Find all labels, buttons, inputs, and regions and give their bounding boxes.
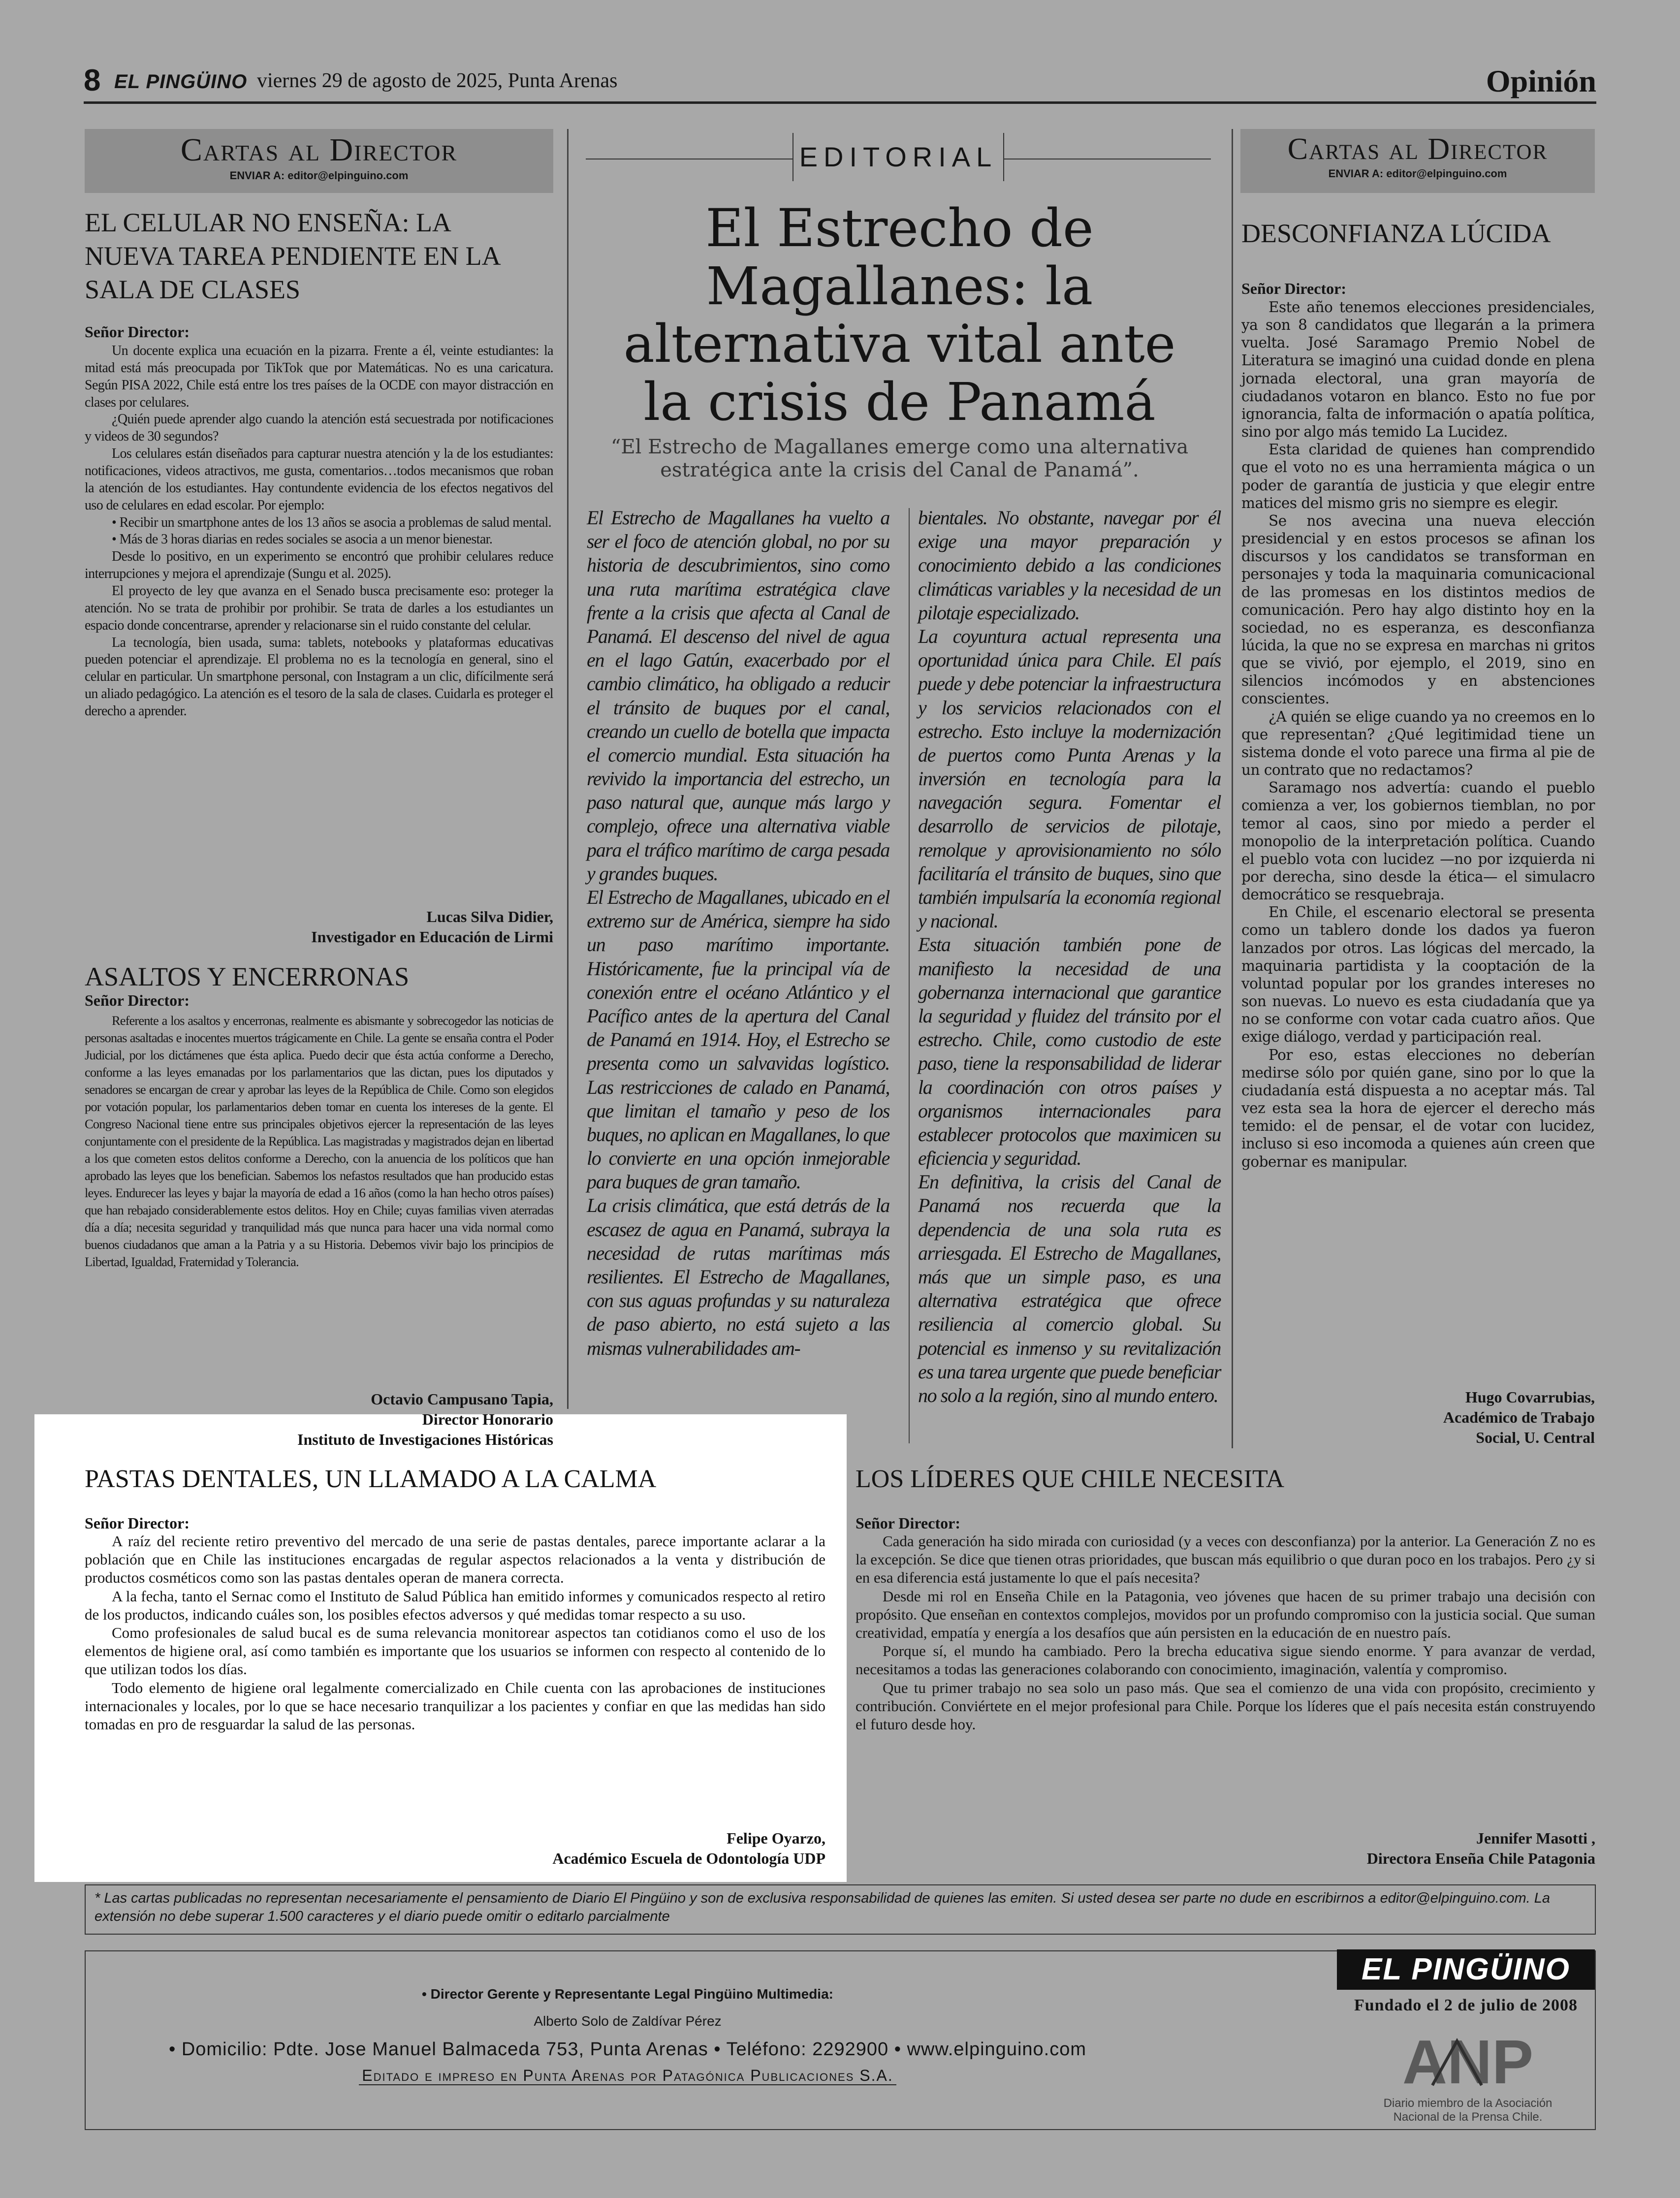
paragraph: A la fecha, tanto el Sernac como el Instituto de Salud Pública han emitido informes y comunicados respecto al retiro de los productos, indicando cuáles son, los posibles efectos adversos y qué medidas tomar respecto a su uso. — [85, 1587, 825, 1623]
letter5-body — [856, 1532, 1595, 1733]
editorial-column-1 — [587, 506, 889, 1360]
letter5-title: LOS LÍDERES QUE CHILE NECESITA — [856, 1465, 1285, 1493]
footer-director-name: Alberto Solo de Zaldívar Pérez — [534, 2013, 722, 2029]
signature-line: Académico de Trabajo — [1443, 1408, 1595, 1426]
bullet-item: • Recibir un smartphone antes de los 13 años se asocia a problemas de salud mental. — [112, 514, 552, 530]
signature-line: Social, U. Central — [1476, 1428, 1595, 1446]
column-rule — [909, 508, 910, 1443]
paragraph: bientales. No obstante, navegar por él exige una mayor preparación y conocimiento debido a las condiciones climáticas variables y la necesidad de un pilotaje especializado. — [918, 507, 1221, 624]
bullet-item: • Más de 3 horas diarias en redes sociales se asocia a un menor bienestar. — [112, 532, 493, 547]
editorial-label-area — [586, 133, 1211, 177]
signature-line: Director Honorario — [422, 1410, 553, 1428]
letter2-title: ASALTOS Y ENCERRONAS — [85, 962, 410, 991]
anp-caption-2: Nacional de la Prensa Chile. — [1393, 2110, 1543, 2124]
signature-line: Felipe Oyarzo, — [727, 1829, 825, 1847]
cartas-email: ENVIAR A: editor@elpinguino.com — [229, 169, 409, 182]
signature-line: Instituto de Investigaciones Históricas — [297, 1430, 553, 1448]
header-rule — [84, 101, 1596, 104]
subtitle-line: estratégica ante la crisis del Canal de Panamá”. — [660, 459, 1139, 482]
cartas-header-right — [1240, 129, 1595, 193]
paragraph: Saramago nos advertía: cuando el pueblo comienza a ver, los gobiernos tiemblan, no por temor al caos, sino por miedo a perder el monopolio de la interpretación política. Cuando el pueblo vota con lucidez —no por izquierda ni por derecha, sino desde la ética— el simulacro democrático se resquebraja. — [1241, 779, 1595, 903]
paragraph: Esta claridad de quienes han comprendido que el voto no es una herramienta mágica o un poder de garantía de justicia y que elegir entre matices del mismo gris no siempre es elegir. — [1241, 441, 1595, 511]
signature-line: Académico Escuela de Odontología UDP — [552, 1849, 825, 1867]
letter1-signature — [85, 907, 553, 947]
paragraph: Como profesionales de salud bucal es de suma relevancia monitorear aspectos tan cotidianos como el uso de los elementos de higiene oral, así como también es importante que los usuarios se informen con respecto al contenido de lo que utilizan todos los días. — [85, 1624, 825, 1678]
headline-line: El Estrecho de — [705, 198, 1094, 258]
paragraph: Un docente explica una ecuación en la pizarra. Frente a él, veinte estudiantes: la mitad está más preocupada por TikTok que por Matemáticas. No es una caricatura. Según PISA 2022, Chile está entre los tres países de la OCDE con mayor distracción en clases por celulares. — [85, 343, 553, 410]
headline-line: la crisis de Panamá — [643, 371, 1156, 432]
letter1-salutation: Señor Director: — [85, 323, 190, 341]
dateline: viernes 29 de agosto de 2025, Punta Arenas — [257, 69, 618, 92]
paragraph: El Estrecho de Magallanes ha vuelto a ser el foco de atención global, no por su historia de descubrimientos, sino como una ruta marítima estratégica clave frente a la crisis que afecta al Canal de Panamá. El descenso del nivel de agua en el lago Gatún, exacerbado por el cambio climático, ha obligado a reducir el tránsito de buques por el canal, creando un cuello de botella que impacta el comercio mundial. Esta situación ha revivido la importancia del estrecho, un paso natural que, aunque más largo y complejo, ofrece una alternativa viable para el tráfico marítimo de carga pesada y grandes buques. — [587, 507, 889, 885]
letter1-title — [85, 206, 557, 306]
paragraph: Desde lo positivo, en un experimento se encontró que prohibir celulares reduce interrupciones y mejora el aprendizaje (Sungu et al. 2025). — [85, 549, 553, 582]
editorial-headline — [588, 199, 1211, 431]
cartas-email: ENVIAR A: editor@elpinguino.com — [1328, 167, 1507, 180]
letter2-body — [85, 1012, 553, 1271]
letter1-body — [85, 343, 553, 720]
cartas-header-left — [85, 129, 553, 193]
letter3-salutation: Señor Director: — [1241, 280, 1346, 297]
cartas-title: Cartas al Director — [1287, 132, 1548, 166]
column-rule — [567, 129, 569, 1409]
paragraph: La crisis climática, que está detrás de la escasez de agua en Panamá, subraya la necesidad de rutas marítimas más resilientes. El Estrecho de Magallanes, con sus aguas profundas y su naturaleza de paso abierto, no está sujeto a las mismas vulnerabilidades am- — [587, 1194, 889, 1359]
letters-disclaimer: * Las cartas publicadas no representan necesariamente el pensamiento de Diario El Pingüino y son de exclusiva responsabilidad de quienes las emiten. Si usted desea ser parte no dude en escribirnos a editor@elpinguino.com. La extensión no debe superar 1.500 caracteres y el diario puede omitir o editarlo parcialmente — [85, 1884, 1596, 1935]
letter1-title-line: NUEVA TAREA PENDIENTE EN LA — [85, 241, 501, 271]
paragraph: La coyuntura actual representa una oportunidad única para Chile. El país puede y debe potenciar la infraestructura y los servicios relacionados con el estrecho. Esto incluye la modernización de puertos como Punta Arenas y la inversión en tecnología para la navegación segura. Fomentar el desarrollo de servicios de pilotaje, remolque y aprovisionamiento no sólo facilitaría el tránsito de buques, sino que también impulsaría la economía regional y nacional. — [918, 625, 1221, 932]
letter4-signature — [85, 1828, 825, 1869]
footer-founded: Fundado el 2 de julio de 2008 — [1354, 1996, 1578, 2014]
anp-logo-text: ANP — [1402, 2027, 1534, 2097]
signature-line: Investigador en Educación de Lirmi — [311, 927, 553, 946]
masthead-brand: EL PINGÜINO — [114, 71, 248, 93]
anp-logo — [1359, 2023, 1575, 2127]
letter1-title-line: EL CELULAR NO ENSEÑA: LA — [85, 208, 451, 237]
subtitle-line: “El Estrecho de Magallanes emerge como una alternativa — [610, 436, 1189, 458]
letter3-body — [1241, 298, 1595, 1171]
paragraph: La tecnología, bien usada, suma: tablets, notebooks y plataformas educativas pueden potenciar el aprendizaje. El problema no es la tecnología en general, sino el celular en particular. Un smartphone personal, con Instagram a un clic, difícilmente será un aliado pedagógico. La atención es el tesoro de la sala de clases. Cuidarla es proteger el derecho a aprender. — [85, 635, 553, 719]
paragraph: Que tu primer trabajo no sea solo un paso más. Que sea el comienzo de una vida con propósito, crecimiento y contribución. Conviértete en el mejor profesional para Chile. Porque los líderes que el país necesita están construyendo el futuro desde hoy. — [856, 1679, 1595, 1733]
paragraph: Porque sí, el mundo ha cambiado. Pero la brecha educativa sigue siendo enorme. Y para avanzar de verdad, necesitamos a todas las generaciones colaborando con conocimiento, imaginación, valentía y compromiso. — [856, 1642, 1595, 1678]
paragraph: En definitiva, la crisis del Canal de Panamá nos recuerda que la dependencia de una sola ruta es arriesgada. El Estrecho de Magallanes, más que un simple paso, es una alternativa estratégica que ofrece resiliencia al comercio global. Su potencial es inmenso y su revitalización es una tarea urgente que puede beneficiar no solo a la región, sino al mundo entero. — [918, 1171, 1221, 1406]
paragraph: Cada generación ha sido mirada con curiosidad (y a veces con desconfianza) por la anterior. La Generación Z no es la excepción. Se dice que tienen otras prioridades, que buscan más equilibrio o que duran poco en los trabajos. Pero ¿y si en esa diferencia está justamente lo que el país necesita? — [856, 1532, 1595, 1587]
section-title: Opinión — [1486, 64, 1596, 98]
letter2-salutation: Señor Director: — [85, 991, 190, 1009]
headline-line: alternativa vital ante — [623, 314, 1176, 375]
paragraph: En Chile, el escenario electoral se presenta como un tablero donde los dados ya fueron lanzados por otros. Las lógicas del mercado, la maquinaria partidista y la cooptación de la voluntad popular por los grandes intereses no son nuevas. Lo nuevo es esta ciudadanía que ya no se conforme con votar cada cuatro años. Que exige diálogo, verdad y participación real. — [1241, 904, 1595, 1046]
editorial-column-2 — [918, 506, 1221, 1407]
paragraph: Este año tenemos elecciones presidenciales, ya son 8 candidatos que llegarán a la primera vuelta. José Saramago Premio Nobel de Literatura se imaginó una cuidad donde en plena jornada electoral, una gran mayoría de ciudadanos votaron en blanco. Esto no fue por ignorancia, falta de información o apatía política, sino por algo más temido La Lucidez. — [1241, 299, 1595, 441]
paragraph: ¿A quién se elige cuando ya no creemos en lo que representan? ¿Qué legitimidad tiene un sistema donde el voto parece una firma al pie de un contrato que no redactamos? — [1241, 708, 1595, 779]
paragraph: El Estrecho de Magallanes, ubicado en el extremo sur de América, siempre ha sido un paso marítimo importante. Históricamente, fue la principal vía de conexión entre el océano Atlántico y el Pacífico antes de la apertura del Canal de Panamá en 1914. Hoy, el Estrecho se presenta como un salvavidas logístico. Las restricciones de calado en Panamá, que limitan el tamaño y peso de los buques, no aplican en Magallanes, lo que lo convierte en una opción inmejorable para buques de gran tamaño. — [587, 886, 889, 1193]
letter5-salutation: Señor Director: — [856, 1514, 960, 1532]
letter4-body — [85, 1532, 825, 1733]
letter4-title: PASTAS DENTALES, UN LLAMADO A LA CALMA — [85, 1465, 657, 1493]
letter1-title-line: SALA DE CLASES — [85, 275, 301, 305]
page-header — [84, 60, 1596, 104]
footer-director-label: • Director Gerente y Representante Legal Pingüino Multimedia: — [422, 1986, 833, 2002]
column-rule — [1232, 129, 1233, 1448]
footer-address: • Domicilio: Pdte. Jose Manuel Balmaceda 753, Punta Arenas • Teléfono: 2292900 • www.elpinguino.com — [168, 2039, 1087, 2060]
footer-printed-text: Editado e impreso en Punta Arenas por Patagónica Publicaciones S.A. — [359, 2067, 896, 2085]
paragraph: Desde mi rol en Enseña Chile en la Patagonia, veo jóvenes que hacen de su primer trabajo una decisión con propósito. Que enseñan en contextos complejos, movidos por un profundo compromiso con la justicia social. Que suman creatividad, empatía y energía a los desafíos que aún persisten en la educación de en nuestro país. — [856, 1587, 1595, 1641]
editorial-subtitle — [588, 436, 1211, 482]
paragraph: A raíz del reciente retiro preventivo del mercado de una serie de pastas dentales, parece importante aclarar a la población que en Chile las instituciones encargadas de regular aspectos relacionados a la venta y distribución de productos cosméticos como son las pastas dentales operan de manera correcta. — [85, 1532, 825, 1587]
signature-line: Lucas Silva Didier, — [426, 908, 553, 925]
signature-line: Jennifer Masotti , — [1476, 1829, 1595, 1847]
paragraph: Se nos avecina una nueva elección presidencial y en estos procesos se afinan los discursos y los candidatos se transforman en personajes y toda la maquinaria comunicacional de las promesas en los distintos medios de comunicación. Pero hay algo distinto hoy en la sociedad, no es esperanza, es desconfianza lúcida, la que no se expresa en marchas ni gritos que se vivió, por ejemplo, el 2019, sino en silencios incómodos y en abstenciones conscientes. — [1241, 512, 1595, 707]
headline-line: Magallanes: la — [706, 255, 1093, 317]
editorial-label: EDITORIAL — [792, 133, 1004, 181]
anp-caption-1: Diario miembro de la Asociación — [1383, 2097, 1553, 2110]
signature-line: Hugo Covarrubias, — [1465, 1388, 1595, 1406]
paragraph: Los celulares están diseñados para capturar nuestra atención y la de los estudiantes: notificaciones, videos atractivos, me gusta, comentarios…todos mecanismos que roban la atención de los estudiantes. Hay contundente evidencia de los efectos negativos del uso de celulares en edad escolar. Por ejemplo: — [85, 446, 553, 513]
paragraph: Esta situación también pone de manifiesto la necesidad de una gobernanza internacional que garantice la seguridad y fluidez del tránsito por el estrecho. Chile, como custodio de este paso, tiene la responsabilidad de liderar la coordinación con otros países y organismos internacionales para establecer protocolos que maximicen su eficiencia y seguridad. — [918, 933, 1221, 1170]
letter2-signature — [85, 1389, 553, 1450]
signature-line: Directora Enseña Chile Patagonia — [1366, 1849, 1595, 1867]
footer-printed — [123, 2067, 1132, 2085]
signature-line: Octavio Campusano Tapia, — [371, 1390, 553, 1408]
letter5-signature — [856, 1828, 1595, 1869]
paragraph: Todo elemento de higiene oral legalmente comercializado en Chile cuenta con las aprobaciones de instituciones internacionales y locales, por lo que se hace necesario tranquilizar a los pacientes y confiar en que las medidas han sido tomadas en pro de resguardar la salud de las personas. — [85, 1679, 825, 1733]
letter3-signature — [1241, 1387, 1595, 1448]
paragraph: El proyecto de ley que avanza en el Senado busca precisamente eso: proteger la atención. No se trata de prohibir por prohibir. Se trata de darles a los estudiantes un espacio donde concentrarse, aprender y relacionarse sin el ruido constante del celular. — [85, 583, 553, 633]
letter4-salutation: Señor Director: — [85, 1514, 190, 1532]
letter3-title: DESCONFIANZA LÚCIDA — [1241, 219, 1551, 248]
paragraph: ¿Quién puede aprender algo cuando la atención está secuestrada por notificaciones y videos de 30 segundos? — [85, 412, 553, 445]
paragraph: Por eso, estas elecciones no deberían medirse sólo por quién gane, sino por lo que la ciudadanía está dispuesta a no aceptar más. Tal vez esta sea la hora de ejercer el derecho más temido: el de pensar, el de votar con lucidez, incluso si eso incomoda a quienes aún creen que gobernar es manipular. — [1241, 1046, 1595, 1170]
paragraph: Referente a los asaltos y encerronas, realmente es abismante y sobrecogedor las noticias de personas asaltadas e inocentes muertos trágicamente en Chile. La gente se ensaña contra el Poder Judicial, por los dictámenes que ésta aplica. Puedo decir que ésta actúa conforme a Derecho, conforme a las leyes emanadas por los parlamentarios que las dictan, pues los diputados y senadores se encargan de crear y aprobar las leyes de la República de Chile. Como son elegidos por votación popular, los parlamentarios deben tomar en cuenta los intereses de la gente. El Congreso Nacional tiene entre sus principales objetivos ejercer la representación de las leyes conjuntamente con el presidente de la República. Las magistradas y magistrados dejan en libertad a los que cometen estos delitos conforme a Derecho, con la anuencia de los políticos que han aprobado las leyes que los benefician. Sabemos los nefastos resultados que han producido estas leyes. Endurecer las leyes y bajar la mayoría de edad a 16 años (como la han hecho otros países) que han rebajado considerablemente estos delitos. Hoy en Chile; cuyas familias viven aterradas día a día; necesita seguridad y tranquilidad más que nunca para hacer una vida normal como buenos ciudadanos que aman a la Patria y a su Historia. Debemos vivir bajo los principios de Libertad, Igualdad, Fraternidad y Tolerancia. — [85, 1013, 553, 1269]
footer-brand: EL PINGÜINO — [1337, 1949, 1595, 1990]
page-number: 8 — [84, 64, 101, 97]
cartas-title: Cartas al Director — [180, 132, 458, 168]
